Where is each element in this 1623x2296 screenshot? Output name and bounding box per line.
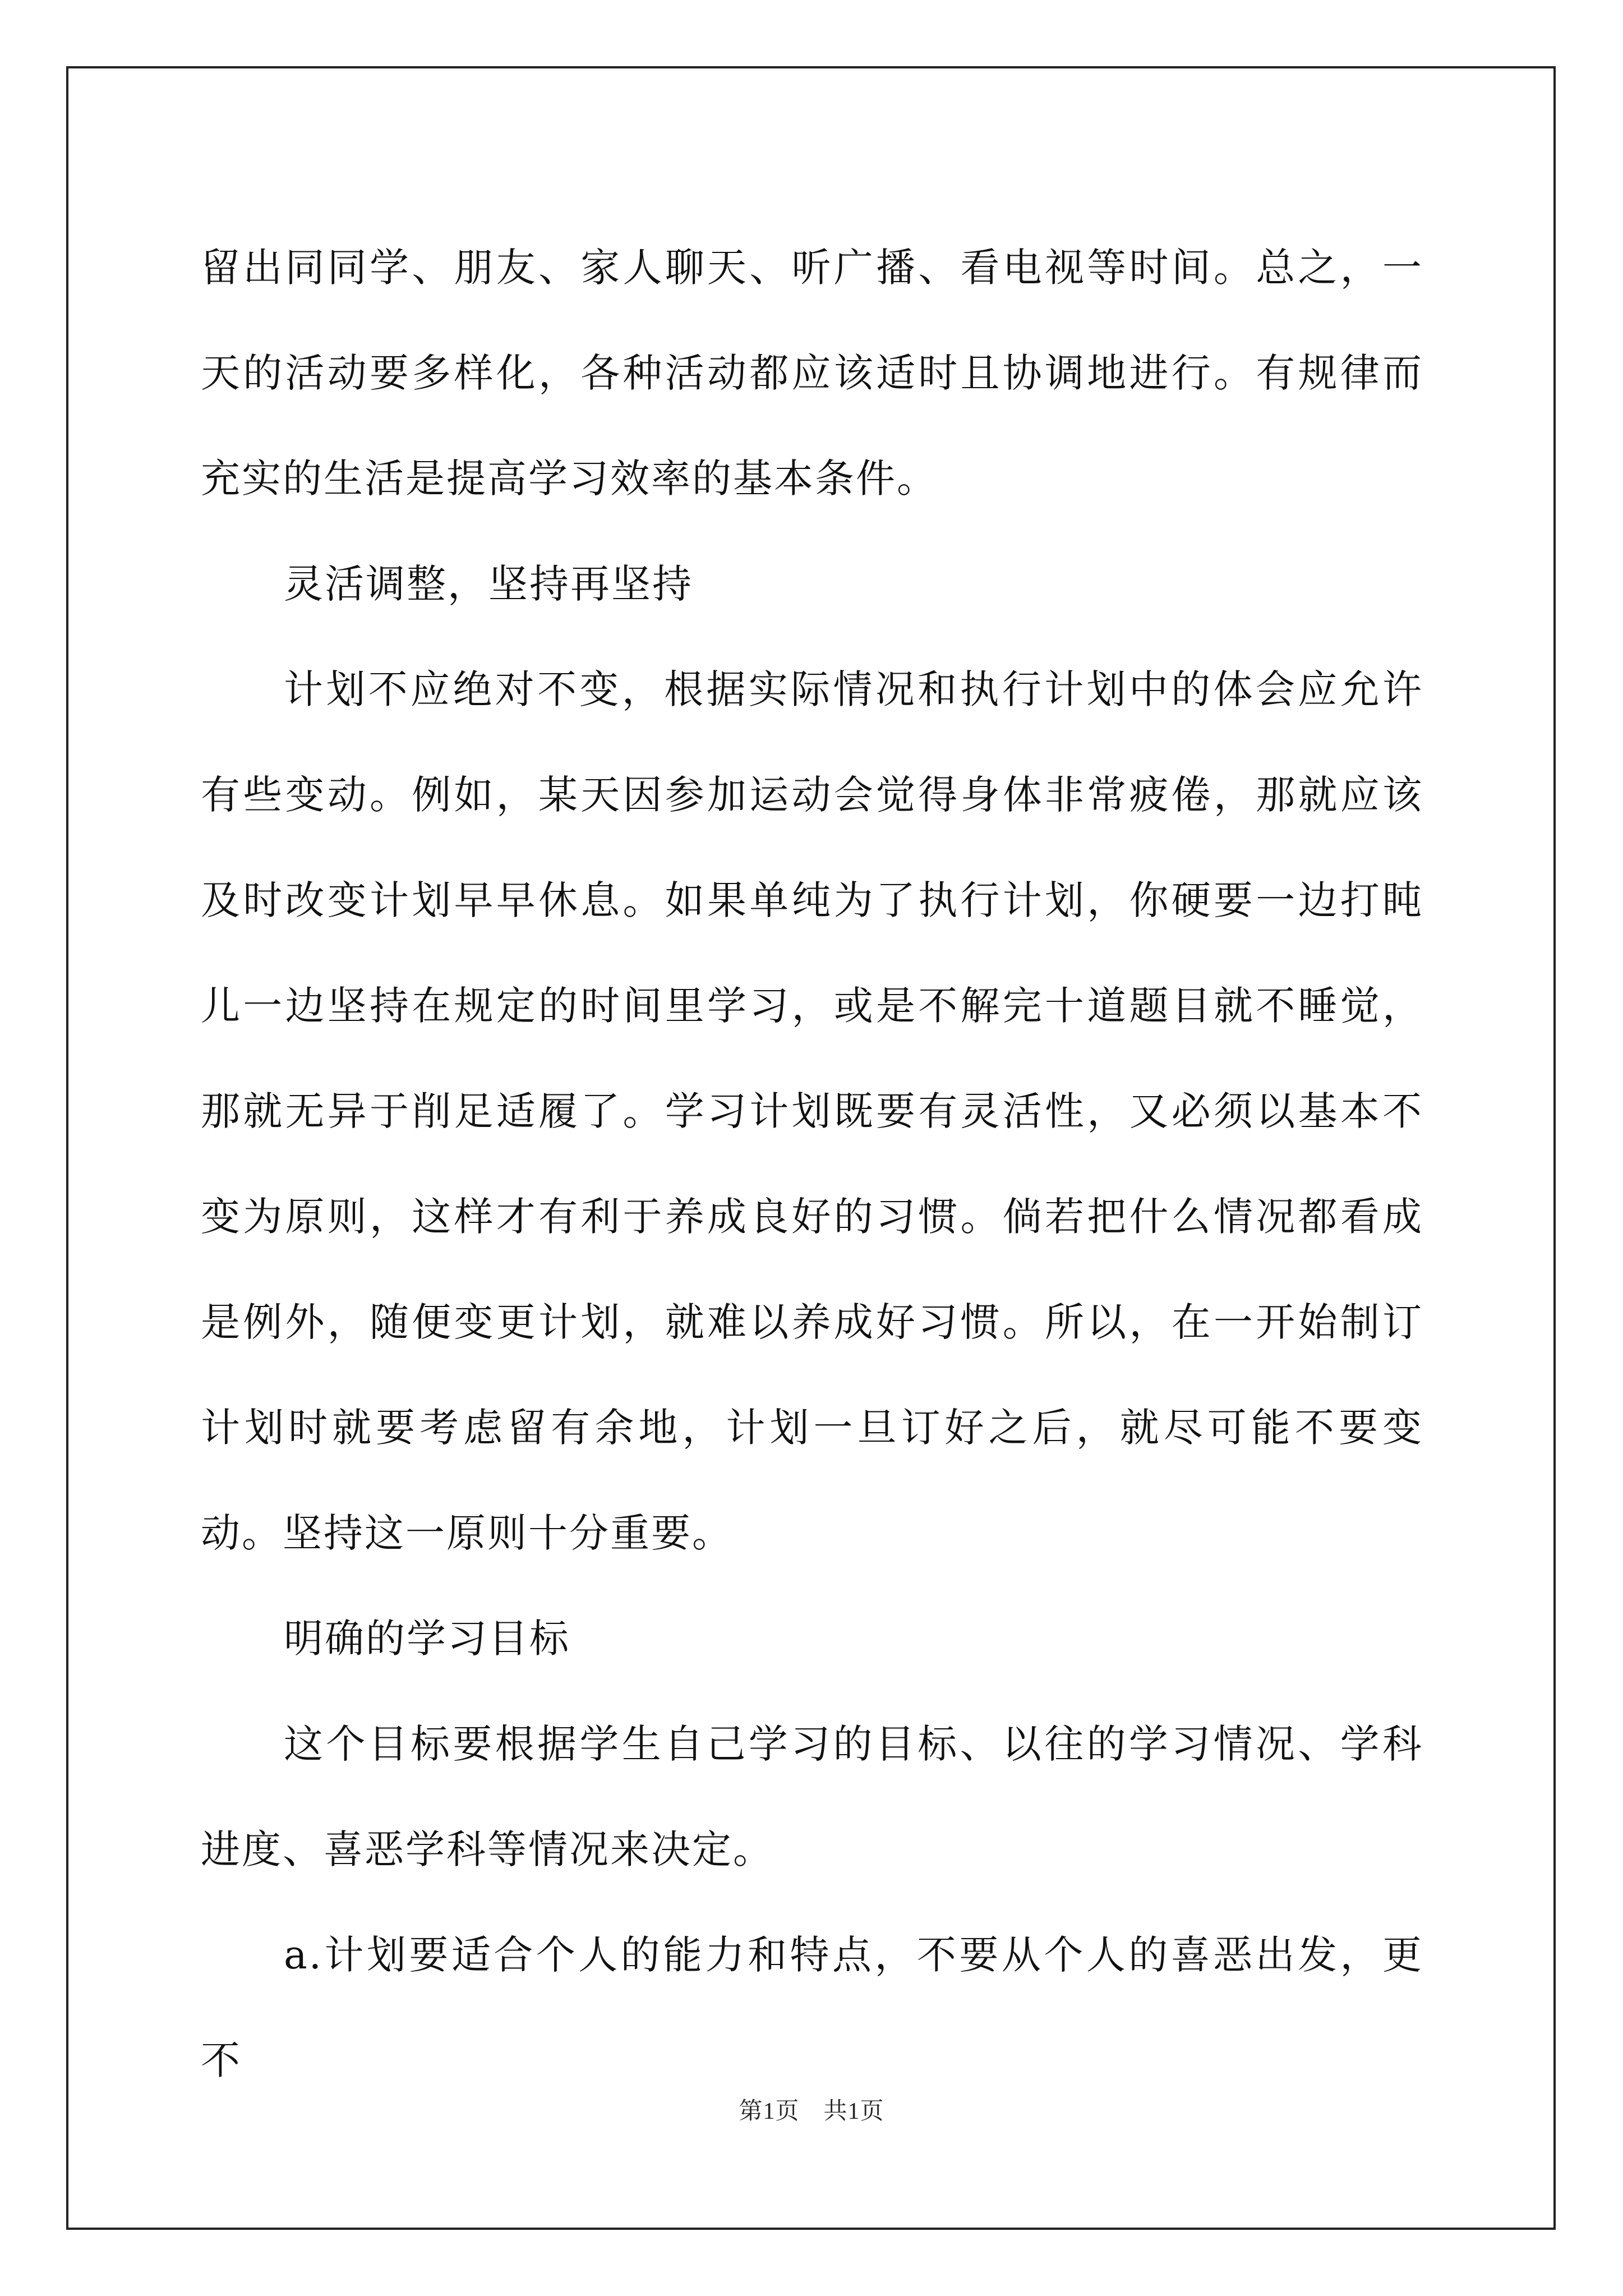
page-number-footer: 第1页 共1页	[739, 2099, 884, 2124]
paragraph-2: 计划不应绝对不变，根据实际情况和执行计划中的体会应允许有些变动。例如，某天因参加运动会觉得身体非常疲倦，那就应该及时改变计划早早休息。如果单纯为了执行计划，你硬要一边打盹儿一边坚持在规定的时间里学习，或是不解完十道题目就不睡觉，那就无异于削足适履了。学习计划既要有灵活性，又必须以基本不变为原则，这样才有利于养成良好的习惯。倘若把什么情况都看成是例外，随便变更计划，就难以养成好习惯。所以，在一开始制订计划时就要考虑留有余地，计划一旦订好之后，就尽可能不要变动。坚持这一原则十分重要。	[201, 666, 1423, 1556]
paragraph-3: 这个目标要根据学生自己学习的目标、以往的学习情况、学科进度、喜恶学科等情况来决定。	[201, 1721, 1423, 1872]
paragraph-1: 留出同同学、朋友、家人聊天、听广播、看电视等时间。总之，一天的活动要多样化，各种活动都应该适时且协调地进行。有规律而充实的生活是提高学习效率的基本条件。	[201, 245, 1423, 501]
section-heading-clear-goal: 明确的学习目标	[284, 1616, 570, 1662]
document-body	[201, 215, 1423, 2113]
section-heading-flexible-adjustment: 灵活调整，坚持再坚持	[284, 561, 693, 607]
paragraph-4: a.计划要适合个人的能力和特点，不要从个人的喜恶出发，更不	[201, 1932, 1423, 2083]
